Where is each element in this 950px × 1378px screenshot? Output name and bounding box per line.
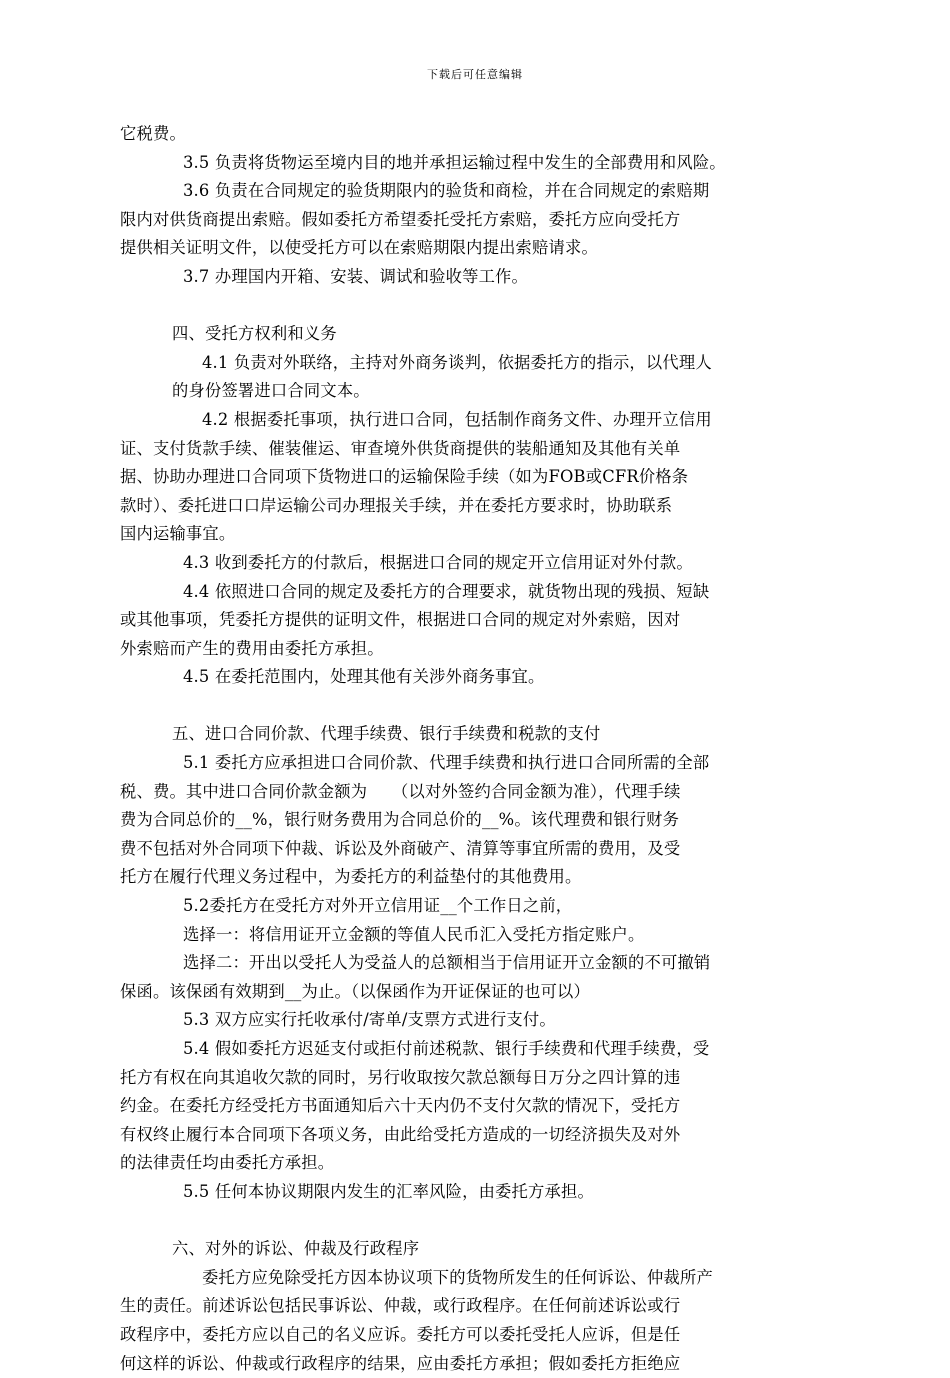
paragraph-gap bbox=[120, 1207, 820, 1236]
text-line: 4.3 收到委托方的付款后，根据进口合同的规定开立信用证对外付款。 bbox=[183, 552, 693, 572]
text-line: 提供相关证明文件，以使受托方可以在索赔期限内提出索赔请求。 bbox=[120, 238, 598, 258]
text-line: 3.5 负责将货物运至境内目的地并承担运输过程中发生的全部费用和风险。 bbox=[183, 152, 726, 172]
section-heading: 六、对外的诉讼、仲裁及行政程序 bbox=[172, 1239, 420, 1259]
text-line: 委托方应免除受托方因本协议项下的货物所发生的任何诉讼、仲裁所产 bbox=[202, 1267, 713, 1287]
text-line: 5.5 任何本协议期限内发生的汇率风险，由委托方承担。 bbox=[183, 1181, 594, 1201]
paragraph-gap bbox=[120, 292, 820, 321]
text-line: 国内运输事宜。 bbox=[120, 524, 236, 544]
text-line: 政程序中，委托方应以自己的名义应诉。委托方可以委托受托人应诉，但是任 bbox=[120, 1324, 681, 1344]
text-line: 有权终止履行本合同项下各项义务，由此给受托方造成的一切经济损失及对外 bbox=[120, 1124, 681, 1144]
text-line: 约金。在委托方经受托方书面通知后六十天内仍不支付欠款的情况下，受托方 bbox=[120, 1096, 681, 1116]
paragraph-gap bbox=[120, 692, 820, 721]
text-line: 选择二：开出以受托人为受益人的总额相当于信用证开立金额的不可撤销 bbox=[183, 953, 711, 973]
text-line: 据、协助办理进口合同项下货物进口的运输保险手续（如为FOB或CFR价格条 bbox=[120, 467, 689, 487]
text-line: 证、支付货款手续、催装催运、审查境外供货商提供的装船通知及其他有关单 bbox=[120, 438, 681, 458]
text-line: 费不包括对外合同项下仲裁、诉讼及外商破产、清算等事宜所需的费用，及受 bbox=[120, 838, 681, 858]
text-line: 5.3 双方应实行托收承付/寄单/支票方式进行支付。 bbox=[183, 1010, 556, 1030]
text-line: 托方有权在向其追收欠款的同时，另行收取按欠款总额每日万分之四计算的违 bbox=[120, 1067, 681, 1087]
text-line: 5.2委托方在受托方对外开立信用证__个工作日之前， bbox=[183, 896, 573, 916]
text-line: 5.1 委托方应承担进口合同价款、代理手续费和执行进口合同所需的全部 bbox=[183, 753, 710, 773]
text-line: 3.6 负责在合同规定的验货期限内的验货和商检，并在合同规定的索赔期 bbox=[183, 181, 710, 201]
document-body bbox=[120, 120, 820, 1378]
text-line: 4.2 根据委托事项，执行进口合同，包括制作商务文件、办理开立信用 bbox=[202, 409, 712, 429]
text-line: 保函。该保函有效期到__为止。（以保函作为开证保证的也可以） bbox=[120, 981, 591, 1001]
text-line: 4.1 负责对外联络，主持对外商务谈判，依据委托方的指示，以代理人 bbox=[202, 352, 712, 372]
text-line: 托方在履行代理义务过程中，为委托方的利益垫付的其他费用。 bbox=[120, 867, 582, 887]
page-header: 下载后可任意编辑 bbox=[427, 68, 523, 81]
text-line: 款时）、委托进口口岸运输公司办理报关手续，并在委托方要求时，协助联系 bbox=[120, 495, 673, 515]
text-line: 或其他事项，凭委托方提供的证明文件，根据进口合同的规定对外索赔，因对 bbox=[120, 610, 681, 630]
text-line: 费为合同总价的__%，银行财务费用为合同总价的__%。该代理费和银行财务 bbox=[120, 810, 680, 830]
section-heading: 五、进口合同价款、代理手续费、银行手续费和税款的支付 bbox=[172, 724, 601, 744]
text-line: 限内对供货商提出索赔。假如委托方希望委托受托方索赔，委托方应向受托方 bbox=[120, 209, 681, 229]
text-line: 的法律责任均由委托方承担。 bbox=[120, 1153, 335, 1173]
text-line: 3.7 办理国内开箱、安装、调试和验收等工作。 bbox=[183, 266, 529, 286]
text-line: 外索赔而产生的费用由委托方承担。 bbox=[120, 638, 384, 658]
text-line: 生的责任。前述诉讼包括民事诉讼、仲裁，或行政程序。在任何前述诉讼或行 bbox=[120, 1296, 681, 1316]
text-line: 何这样的诉讼、仲裁或行政程序的结果，应由委托方承担；假如委托方拒绝应 bbox=[120, 1353, 681, 1373]
text-line: 4.5 在委托范围内，处理其他有关涉外商务事宜。 bbox=[183, 667, 545, 687]
section-heading: 四、受托方权利和义务 bbox=[172, 324, 337, 344]
text-line: 4.4 依照进口合同的规定及委托方的合理要求，就货物出现的残损、短缺 bbox=[183, 581, 710, 601]
text-line: 5.4 假如委托方迟延支付或拒付前述税款、银行手续费和代理手续费，受 bbox=[183, 1039, 710, 1058]
text-line: 选择一：将信用证开立金额的等值人民币汇入受托方指定账户。 bbox=[183, 924, 645, 944]
text-line: 税、费。其中进口合同价款金额为 （以对外签约合同金额为准），代理手续 bbox=[120, 781, 681, 801]
text-line: 它税费。 bbox=[120, 124, 186, 143]
section-heading: 的身份签署进口合同文本。 bbox=[172, 381, 370, 401]
